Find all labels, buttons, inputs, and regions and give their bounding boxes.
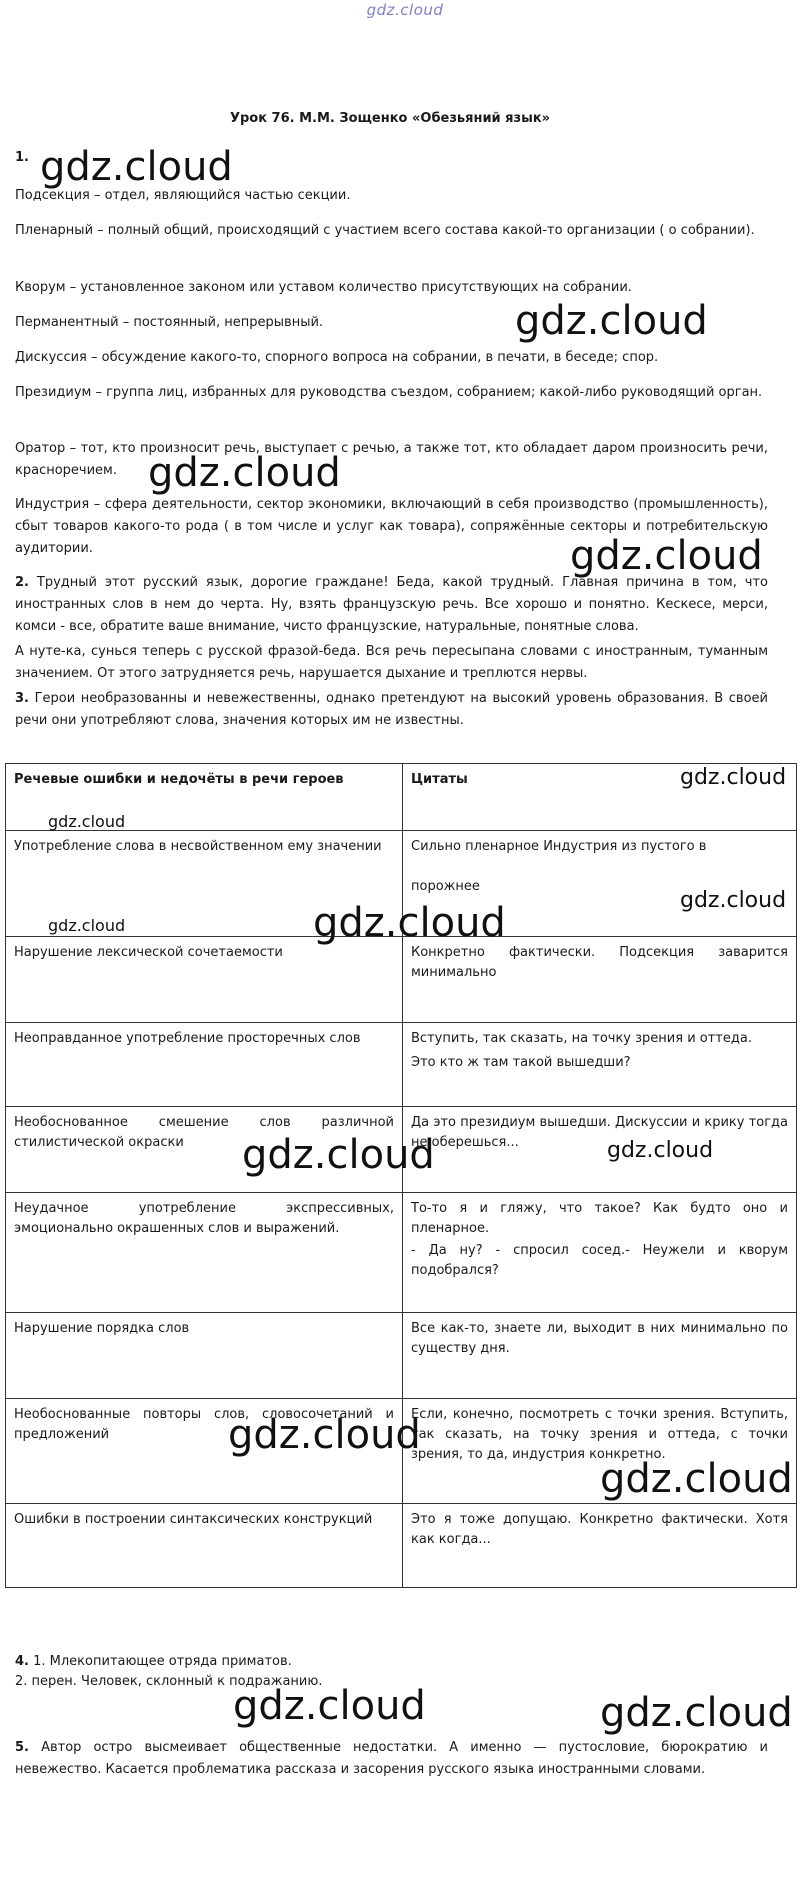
column-header-quotes: Цитаты (403, 764, 797, 831)
task2-paragraph-2: А нуте-ка, сунься теперь с русской фразой-беда. Вся речь пересыпана словами с иностранным, туманным значением. От этого затрудняется речь, нарушается дыхание и треплются нервы. (15, 644, 768, 681)
quote-line: Конкретно фактически. Подсекция заварится минимально (411, 945, 788, 980)
definition-2: Пленарный – полный общий, происходящий с участием всего состава какой-то организации ( о собрании). (15, 223, 755, 238)
watermark: gdz.cloud (40, 144, 233, 190)
table-row (6, 937, 797, 1023)
error-cell: Нарушение лексической сочетаемости (6, 937, 403, 1023)
quote-cell (403, 937, 797, 1023)
quote-line: порожнее (411, 879, 480, 894)
watermark: gdz.cloud (148, 450, 341, 496)
quote-cell (403, 1107, 797, 1193)
table-row (6, 1504, 797, 1588)
watermark: gdz.cloud (313, 900, 506, 946)
watermark: gdz.cloud (680, 765, 787, 790)
error-cell: Ошибки в построении синтаксических конструкций (6, 1504, 403, 1588)
error-cell: Необоснованные повторы слов, словосочетаний и предложений (6, 1399, 403, 1504)
error-cell: Нарушение порядка слов (6, 1313, 403, 1399)
quote-line: Это кто ж там такой вышедши? (411, 1055, 631, 1070)
watermark: gdz.cloud (48, 916, 126, 935)
watermark: gdz.cloud (242, 1132, 435, 1178)
watermark: gdz.cloud (600, 1690, 793, 1736)
page-title: Урок 76. М.М. Зощенко «Обезьяний язык» (229, 111, 551, 126)
watermark: gdz.cloud (600, 1456, 793, 1502)
task3-paragraph (15, 688, 768, 732)
quote-cell (403, 1193, 797, 1313)
quote-line: Это я тоже допущаю. Конкретно фактически. Хотя как когда... (411, 1512, 788, 1547)
watermark: gdz.cloud (607, 1138, 714, 1163)
task4-number: 4. (15, 1654, 29, 1669)
quote-cell (403, 1313, 797, 1399)
column-header-errors: Речевые ошибки и недочёты в речи героев (6, 764, 403, 831)
task4-meaning-2: 2. перен. Человек, склонный к подражанию. (15, 1674, 323, 1689)
task4-meaning-1: 1. Млекопитающее отряда приматов. (33, 1654, 292, 1669)
quote-line: Да это президиум вышедши. Дискуссии и крику тогда не оберешься... (411, 1115, 788, 1150)
task5-paragraph (15, 1737, 768, 1781)
quote-line: Все как-то, знаете ли, выходит в них минимально по существу дня. (411, 1321, 788, 1356)
quote-line: Вступить, так сказать, на точку зрения и оттеда. (411, 1031, 752, 1046)
table-row (6, 1193, 797, 1313)
task2-paragraph-1 (15, 572, 768, 638)
watermark: gdz.cloud (228, 1412, 421, 1458)
error-cell: Неудачное употребление экспрессивных, эмоционально окрашенных слов и выражений. (6, 1193, 403, 1313)
watermark: gdz.cloud (515, 298, 708, 344)
task5-number: 5. (15, 1740, 29, 1755)
quote-cell (403, 1504, 797, 1588)
task5-text: Автор остро высмеивает общественные недостатки. А именно — пустословие, бюрократию и невежество. Касается проблематика рассказа и засорения русского языка иностранными словами. (15, 1740, 768, 1777)
table-row (6, 1313, 797, 1399)
error-cell: Употребление слова в несвойственном ему значении (6, 831, 403, 937)
definition-1: Подсекция – отдел, являющийся частью секции. (15, 188, 351, 203)
task2-number: 2. (15, 575, 29, 590)
definition-4: Перманентный – постоянный, непрерывный. (15, 315, 324, 330)
quote-line: Сильно пленарное Индустрия из пустого в (411, 839, 707, 854)
table-row (6, 1023, 797, 1107)
definition-5: Дискуссия – обсуждение какого-то, спорного вопроса на собрании, в печати, в беседе; спор. (15, 350, 659, 365)
task1-number: 1. (15, 150, 29, 165)
task3-number: 3. (15, 691, 29, 706)
site-logo[interactable]: gdz.cloud (366, 1, 444, 19)
task2-text-1: Трудный этот русский язык, дорогие граждане! Беда, какой трудный. Главная причина в том, что иностранных слов в нем до черта. Ну, взять французскую речь. Все хорошо и понятно. Кескесе, мерси, комси - все, обратите ваше внимание, чисто французские, натуральные, понятные слова. (15, 575, 768, 634)
definition-3: Кворум – установленное законом или уставом количество присутствующих на собрании. (15, 280, 632, 295)
watermark: gdz.cloud (680, 888, 787, 913)
quote-cell (403, 1023, 797, 1107)
watermark: gdz.cloud (48, 812, 126, 831)
definition-7: Оратор – тот, кто произносит речь, выступает с речью, а также тот, кто обладает даром произносить речи, красноречием. (15, 441, 768, 478)
quote-line: То-то я и гляжу, что такое? Как будто оно и пленарное. (411, 1201, 788, 1236)
task3-text: Герои необразованны и невежественны, однако претендуют на высокий уровень образования. В своей речи они употребляют слова, значения которых им не известны. (15, 691, 768, 728)
watermark: gdz.cloud (570, 533, 763, 579)
watermark: gdz.cloud (233, 1683, 426, 1729)
definition-6: Президиум – группа лиц, избранных для руководства съездом, собранием; какой-либо руководящий орган. (15, 385, 763, 400)
quote-line: - Да ну? - спросил сосед.- Неужели и кворум подобрался? (411, 1243, 788, 1278)
error-cell: Неоправданное употребление просторечных слов (6, 1023, 403, 1107)
definition-8: Индустрия – сфера деятельности, сектор экономики, включающий в себя производство (промышленность), сбыт товаров какого-то рода ( в том числе и услуг как товара), сопряжённые секторы и потребительскую аудитории. (15, 497, 768, 556)
quote-line: Если, конечно, посмотреть с точки зрения. Вступить, так сказать, на точку зрения и оттеда, с точки зрения, то да, индустрия конкретно. (411, 1407, 788, 1462)
error-cell: Необоснованное смешение слов различной стилистической окраски (6, 1107, 403, 1193)
task4-line-1 (15, 1652, 775, 1672)
